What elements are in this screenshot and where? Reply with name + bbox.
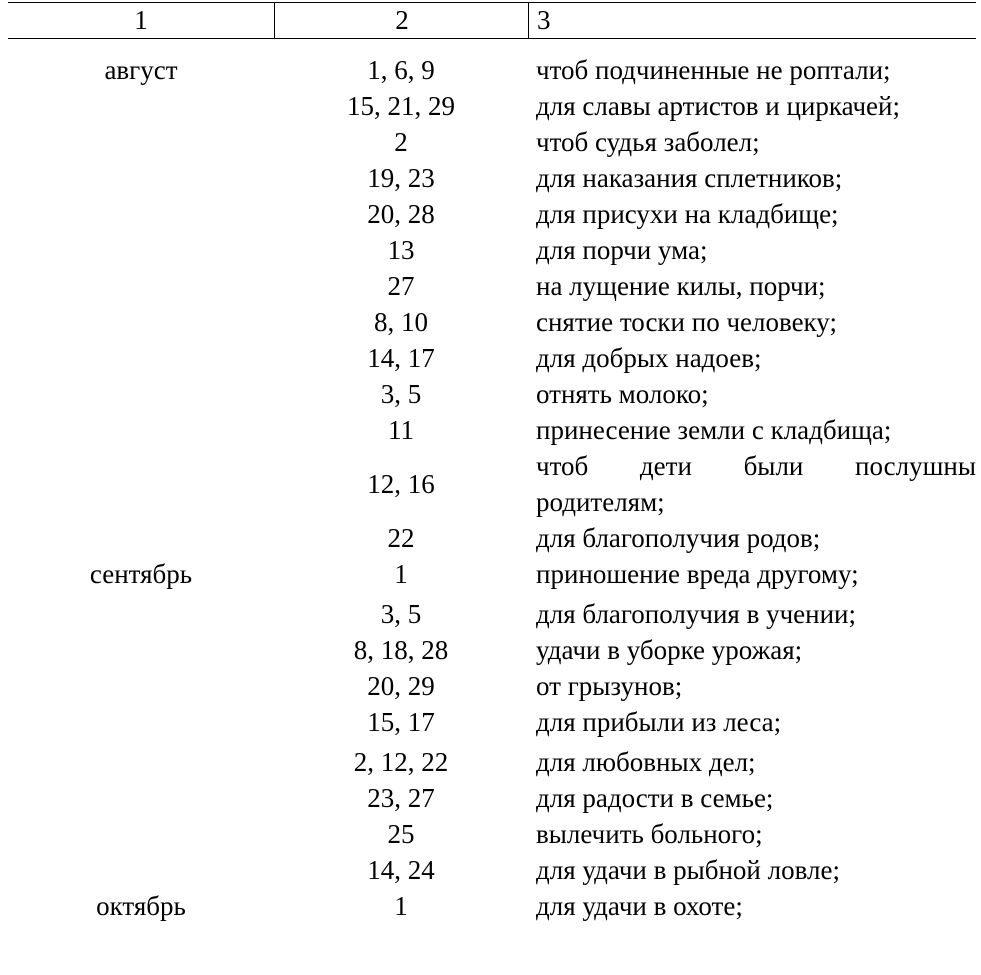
days-cell: 1 (394, 559, 408, 589)
purpose-cell: принесение земли с кладбища; (536, 415, 892, 445)
table-row (8, 448, 976, 520)
table-row (8, 52, 976, 88)
table-row (8, 520, 976, 556)
table-body (8, 52, 976, 924)
table-row (8, 88, 976, 124)
purpose-cell: для удачи в рыбной ловле; (536, 855, 840, 885)
table-header (8, 2, 976, 39)
table-row (8, 816, 976, 852)
table-row (8, 376, 976, 412)
days-cell: 14, 17 (367, 343, 435, 373)
purpose-cell: для благополучия родов; (536, 523, 821, 553)
days-cell: 20, 29 (367, 671, 435, 701)
purpose-cell: для радости в семье; (536, 783, 774, 813)
purpose-cell: чтоб судья заболел; (536, 127, 760, 157)
purpose-cell: чтоб подчиненные не роптали; (536, 55, 891, 85)
purpose-cell: снятие тоски по человеку; (536, 307, 837, 337)
days-cell: 13 (387, 235, 415, 265)
month-cell: август (104, 55, 178, 85)
header-col-2: 2 (274, 3, 529, 38)
days-cell: 2, 12, 22 (353, 747, 449, 777)
days-cell: 3, 5 (380, 599, 422, 629)
month-cell: сентябрь (89, 559, 193, 589)
purpose-cell: чтоб дети были послушны родителям; (536, 451, 976, 517)
table-row (8, 340, 976, 376)
table-row (8, 412, 976, 448)
days-cell: 27 (387, 271, 415, 301)
purpose-cell: для прибыли из леса; (536, 707, 782, 737)
days-cell: 20, 28 (367, 199, 435, 229)
table-row (8, 596, 976, 632)
header-col-1: 1 (134, 5, 148, 35)
month-cell: октябрь (96, 891, 186, 921)
table-row (8, 124, 976, 160)
purpose-cell: для присухи на кладбище; (536, 199, 839, 229)
purpose-cell: приношение вреда другому; (536, 559, 859, 589)
days-cell: 22 (387, 523, 415, 553)
days-cell: 11 (388, 415, 414, 445)
days-cell: 3, 5 (380, 379, 422, 409)
table-row (8, 888, 976, 924)
table-row (8, 668, 976, 704)
purpose-cell: для добрых надоев; (536, 343, 762, 373)
table-row (8, 852, 976, 888)
table-row (8, 556, 976, 592)
days-cell: 25 (387, 819, 415, 849)
purpose-cell: вылечить больного; (536, 819, 763, 849)
days-cell: 2 (394, 127, 408, 157)
days-cell: 12, 16 (367, 469, 435, 499)
table-row (8, 744, 976, 780)
purpose-cell: отнять молоко; (536, 379, 709, 409)
days-cell: 15, 17 (367, 707, 435, 737)
purpose-cell: для удачи в охоте; (536, 891, 743, 921)
purpose-cell: удачи в уборке урожая; (536, 635, 803, 665)
table-row (8, 160, 976, 196)
purpose-cell: на лущение килы, порчи; (536, 271, 826, 301)
days-cell: 8, 18, 28 (353, 635, 449, 665)
days-cell: 23, 27 (367, 783, 435, 813)
table-row (8, 780, 976, 816)
purpose-cell: для благополучия в учении; (536, 599, 856, 629)
purpose-cell: для порчи ума; (536, 235, 708, 265)
days-cell: 8, 10 (374, 307, 428, 337)
table-row (8, 268, 976, 304)
days-cell: 1 (394, 891, 408, 921)
purpose-cell: для славы артистов и циркачей; (536, 91, 900, 121)
table-row (8, 704, 976, 740)
days-cell: 14, 24 (367, 855, 435, 885)
purpose-cell: для любовных дел; (536, 747, 756, 777)
days-cell: 19, 23 (367, 163, 435, 193)
days-cell: 15, 21, 29 (347, 91, 455, 121)
table-row (8, 632, 976, 668)
header-col-3: 3 (528, 3, 976, 38)
days-cell: 1, 6, 9 (367, 55, 435, 85)
purpose-cell: для наказания сплетников; (536, 163, 843, 193)
table-row (8, 196, 976, 232)
purpose-cell: от грызунов; (536, 671, 683, 701)
table-row (8, 304, 976, 340)
table-row (8, 232, 976, 268)
